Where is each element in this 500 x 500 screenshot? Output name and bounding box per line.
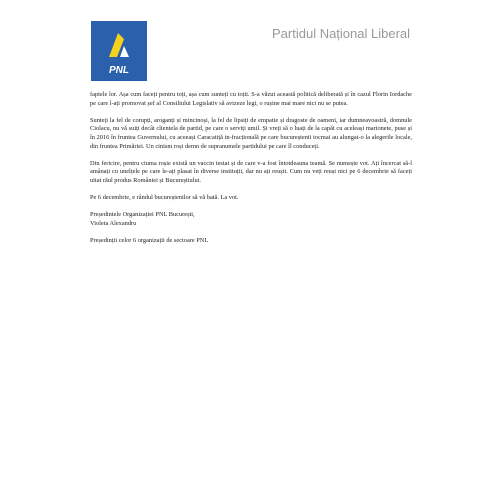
party-name: Partidul Național Liberal (272, 26, 411, 41)
logo-text: PNL (109, 65, 129, 76)
signature-name: Violeta Alexandru (90, 219, 137, 227)
pnl-logo (91, 21, 147, 81)
paragraph-4: Pe 6 decembrie, e rândul bucureștenilor să vă bată. La vot. (90, 194, 239, 202)
letter-body (90, 91, 412, 246)
paragraph-3: Din fericire, pentru ciuma roșie există un vaccin testat și de care v-a fost întotdeauna teamă. Se numește vot. Ați încercat să-l amânați cu unelțele pe care le-ați plasat în diverse instituții, dar nu ați reușit. Cum nu veți reuși nici pe 6 decembrie să faceți uitat răul produs României și Bucureștiului. (90, 159, 412, 184)
signature-title: Președintele Organizației PNL București, (90, 211, 195, 219)
signature-sectors: Președinții celor 6 organizații de sectoare PNL (90, 237, 209, 245)
paragraph-1: faptele lor. Așa cum faceți pentru toți, așa cum sunteți cu toții. S-a văzut această politică deliberată și în cazul Florin Iordache pe care l-ați promovat șef al Consiliului Legislativ să avizeze legi, o rușine mai mare nici nu se putea. (90, 91, 412, 107)
paragraph-2: Sunteți la fel de corupți, aroganți și mincinoși, la fel de lipsiți de empatie și dragoste de oameni, iar dumneavoastră, domnule Ciolacu, nu vă suiți decât clientela de partid, pe care o serviți umil. Și vreți să o luați de la capăt cu aceleași marionete, puse și în 2016 în fruntea Guvernului, cu aceeași Caracatiță in-fracțională pe care bucureștenii tocmai au alungat-o la alegerile locale, din fruntea Primăriei. Un cinism roși demn de supranumele partidului pe care îl conduceți. (90, 116, 412, 150)
